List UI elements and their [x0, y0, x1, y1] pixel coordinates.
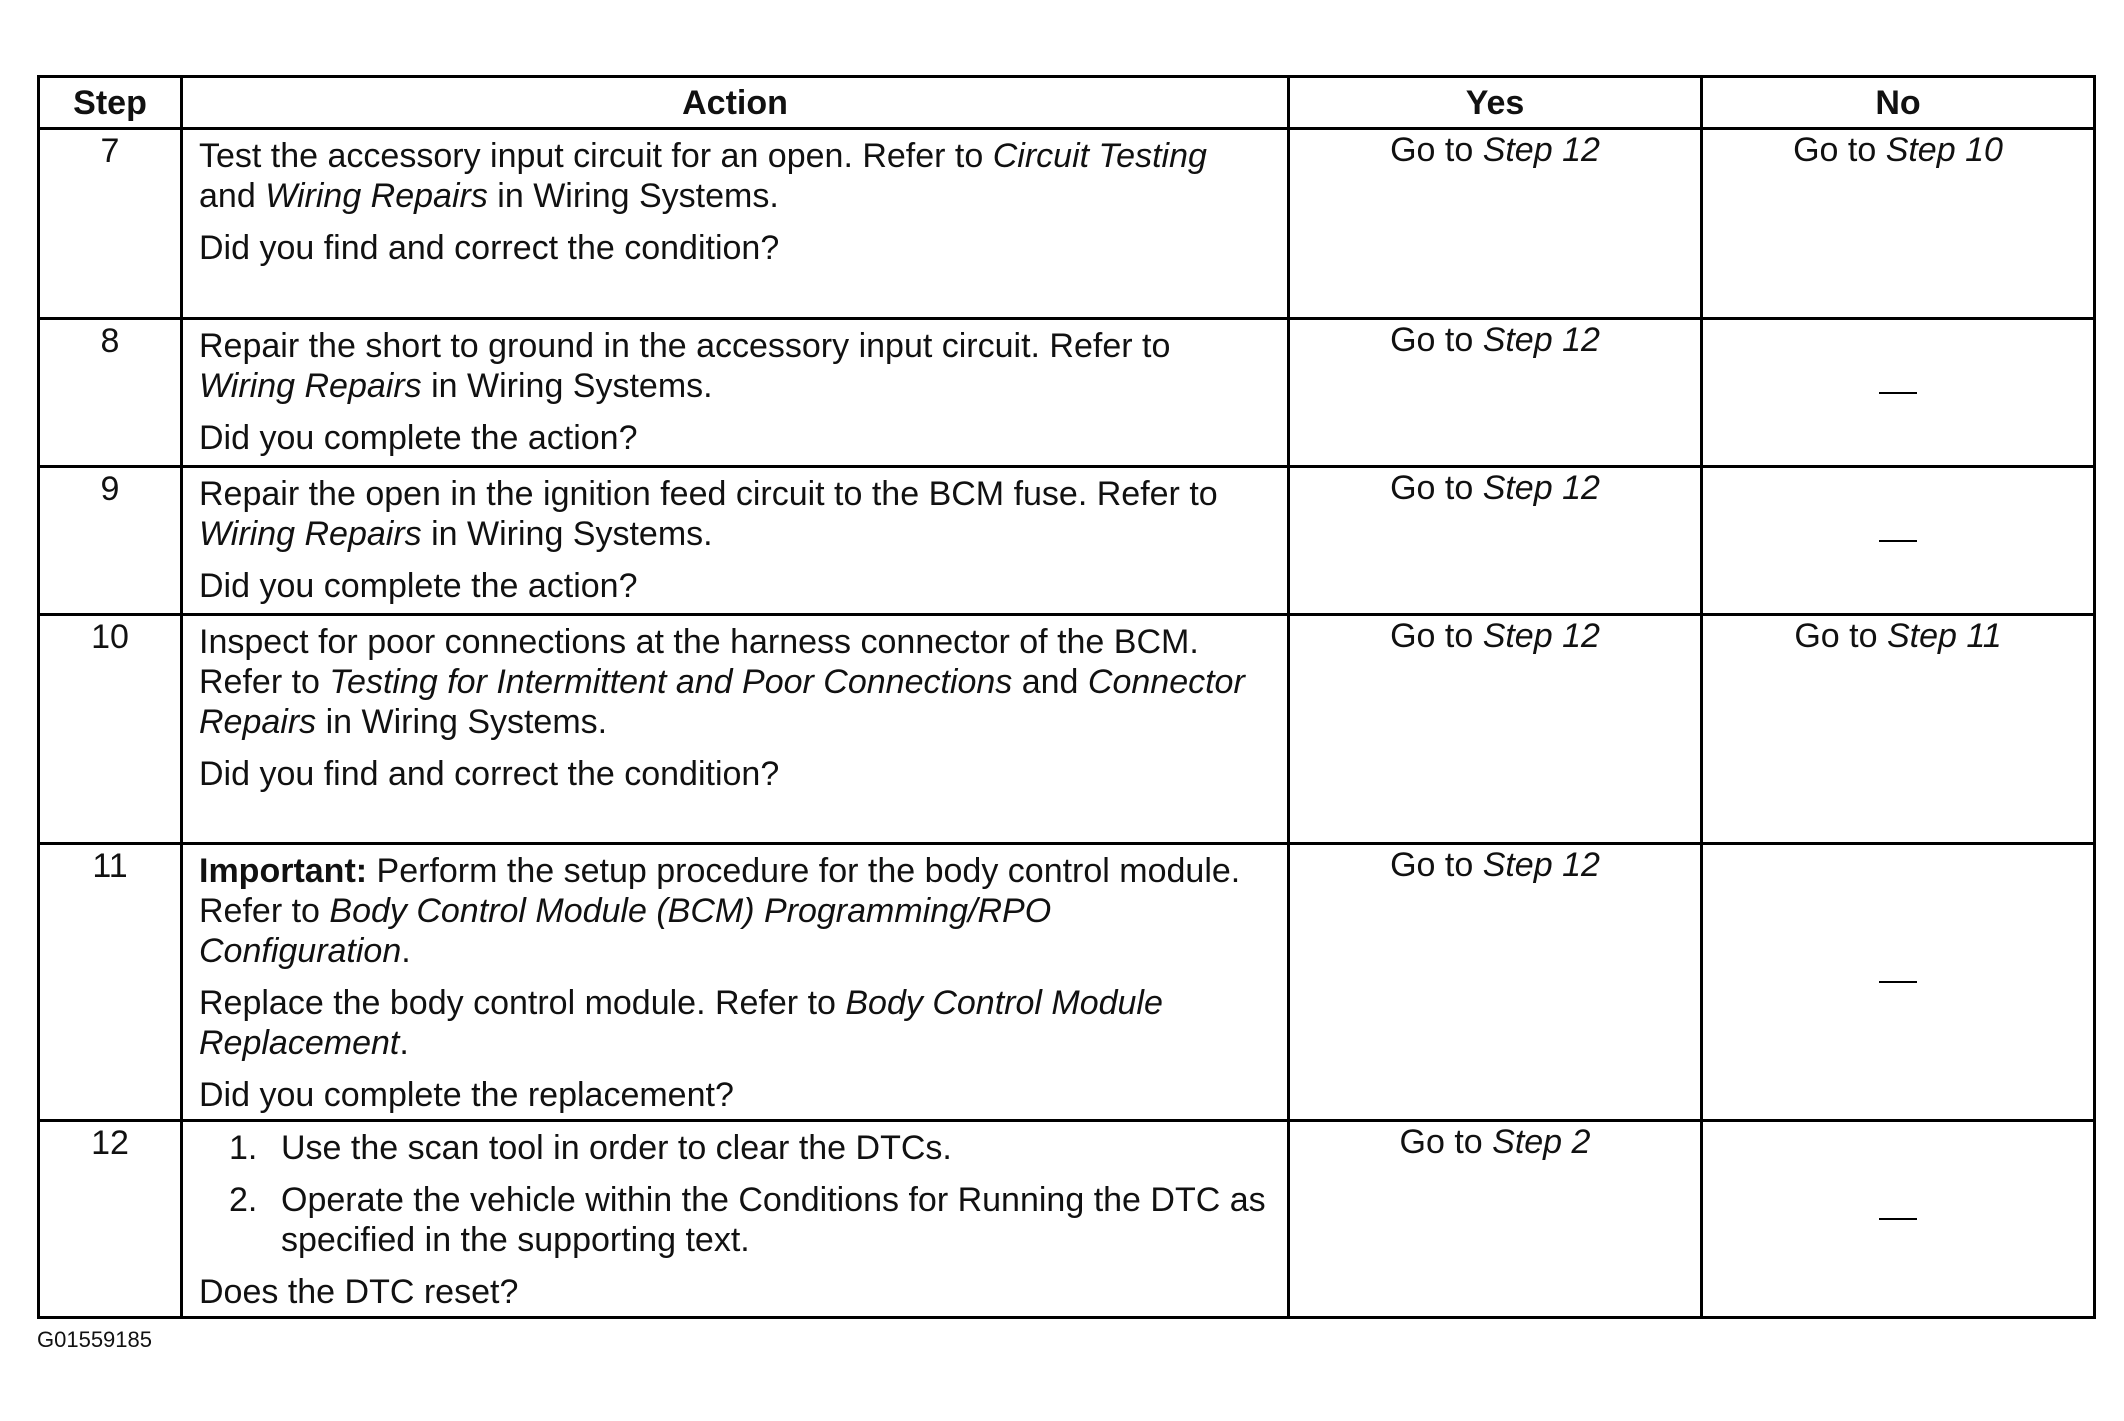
goto-prefix: Go to — [1390, 469, 1483, 507]
action-paragraph — [199, 474, 1271, 554]
question-text: Did you complete the action? — [199, 567, 638, 605]
action-text: and — [199, 177, 266, 215]
reference-link-text: Connector Repairs — [199, 663, 1245, 741]
question-text: Does the DTC reset? — [199, 1273, 519, 1311]
goto-step-link[interactable]: Step 12 — [1482, 321, 1600, 359]
yes-cell — [1289, 1121, 1702, 1318]
header-no: No — [1702, 77, 2095, 129]
question-text: Did you complete the action? — [199, 419, 638, 457]
header-action: Action — [182, 77, 1289, 129]
em-dash-icon — [1879, 392, 1917, 394]
action-text: Inspect for poor connections at the harness connector of the BCM. Refer to — [199, 623, 1199, 701]
action-paragraph — [199, 983, 1271, 1063]
table-body — [39, 129, 2095, 1318]
step-number: 11 — [39, 844, 182, 1121]
action-paragraph — [199, 136, 1271, 216]
action-text: . — [399, 1024, 409, 1062]
no-cell-empty — [1702, 319, 2095, 467]
diagnostic-table — [37, 75, 2096, 1319]
step-number: 8 — [39, 319, 182, 467]
yes-cell — [1289, 319, 1702, 467]
header-yes: Yes — [1289, 77, 1702, 129]
goto-prefix: Go to — [1390, 846, 1483, 884]
action-cell — [182, 129, 1289, 319]
table-row — [39, 129, 2095, 319]
list-item — [199, 1180, 1271, 1260]
action-cell — [182, 615, 1289, 844]
action-cell — [182, 319, 1289, 467]
question-text: Did you complete the replacement? — [199, 1076, 734, 1114]
list-item — [199, 1128, 1271, 1168]
step-number: 12 — [39, 1121, 182, 1318]
goto-prefix: Go to — [1390, 131, 1483, 169]
header-step: Step — [39, 77, 182, 129]
important-label: Important: — [199, 852, 368, 890]
goto-prefix: Go to — [1390, 321, 1483, 359]
em-dash-icon — [1879, 981, 1917, 983]
list-item-number: 1. — [229, 1129, 258, 1167]
no-cell-empty — [1702, 844, 2095, 1121]
goto-prefix: Go to — [1793, 131, 1886, 169]
goto-prefix: Go to — [1794, 617, 1887, 655]
question-text: Did you find and correct the condition? — [199, 229, 780, 267]
goto-step-link[interactable]: Step 12 — [1482, 846, 1600, 884]
goto-prefix: Go to — [1399, 1123, 1493, 1161]
table-row — [39, 615, 2095, 844]
reference-link-text: Body Control Module (BCM) Programming/RPO Configuration — [199, 892, 1052, 970]
action-cell — [182, 844, 1289, 1121]
step-number: 7 — [39, 129, 182, 319]
action-cell — [182, 1121, 1289, 1318]
step-number: 9 — [39, 467, 182, 615]
numbered-list — [199, 1128, 1271, 1260]
action-text: and — [1012, 663, 1088, 701]
figure-id: G01559185 — [37, 1327, 152, 1352]
reference-link-text: Wiring Repairs — [265, 177, 488, 215]
action-paragraph — [199, 622, 1271, 742]
reference-link-text: Wiring Repairs — [199, 515, 422, 553]
table-row — [39, 1121, 2095, 1318]
step-number: 10 — [39, 615, 182, 844]
goto-step-link[interactable]: Step 10 — [1885, 131, 2003, 169]
no-cell — [1702, 129, 2095, 319]
action-text: Perform the setup procedure for the body control module. Refer to — [199, 852, 1241, 930]
goto-step-link[interactable]: Step 12 — [1482, 131, 1600, 169]
action-text: Repair the open in the ignition feed circuit to the BCM fuse. Refer to — [199, 475, 1218, 513]
action-paragraph — [199, 851, 1271, 971]
yes-cell — [1289, 467, 1702, 615]
yes-cell — [1289, 129, 1702, 319]
action-text: in Wiring Systems. — [421, 515, 713, 553]
action-text: in Wiring Systems. — [421, 367, 713, 405]
no-cell — [1702, 615, 2095, 844]
action-text: Test the accessory input circuit for an open. Refer to — [199, 137, 993, 175]
action-text: Replace the body control module. Refer to — [199, 984, 846, 1022]
table-row — [39, 319, 2095, 467]
action-text: . — [401, 932, 411, 970]
goto-prefix: Go to — [1390, 617, 1483, 655]
list-item-number: 2. — [229, 1181, 258, 1219]
no-cell-empty — [1702, 467, 2095, 615]
table-row — [39, 467, 2095, 615]
goto-step-link[interactable]: Step 2 — [1492, 1123, 1591, 1161]
reference-link-text: Wiring Repairs — [199, 367, 422, 405]
table-row — [39, 844, 2095, 1121]
action-text: in Wiring Systems. — [316, 703, 608, 741]
no-cell-empty — [1702, 1121, 2095, 1318]
goto-step-link[interactable]: Step 12 — [1482, 469, 1600, 507]
reference-link-text: Body Control Module Replacement — [199, 984, 1163, 1062]
yes-cell — [1289, 844, 1702, 1121]
diagnostic-table-container — [37, 75, 2093, 1319]
action-text: Repair the short to ground in the accessory input circuit. Refer to — [199, 327, 1171, 365]
list-item-text: Use the scan tool in order to clear the DTCs. — [281, 1129, 952, 1167]
action-paragraph — [199, 326, 1271, 406]
em-dash-icon — [1879, 540, 1917, 542]
em-dash-icon — [1879, 1218, 1917, 1220]
reference-link-text: Testing for Intermittent and Poor Connections — [329, 663, 1013, 701]
goto-step-link[interactable]: Step 11 — [1886, 617, 2002, 655]
table-header-row — [39, 77, 2095, 129]
question-text: Did you find and correct the condition? — [199, 755, 780, 793]
yes-cell — [1289, 615, 1702, 844]
list-item-text: Operate the vehicle within the Conditions for Running the DTC as specified in the supporting text. — [281, 1181, 1266, 1259]
goto-step-link[interactable]: Step 12 — [1482, 617, 1600, 655]
action-cell — [182, 467, 1289, 615]
reference-link-text: Circuit Testing — [992, 137, 1207, 175]
action-text: in Wiring Systems. — [487, 177, 779, 215]
